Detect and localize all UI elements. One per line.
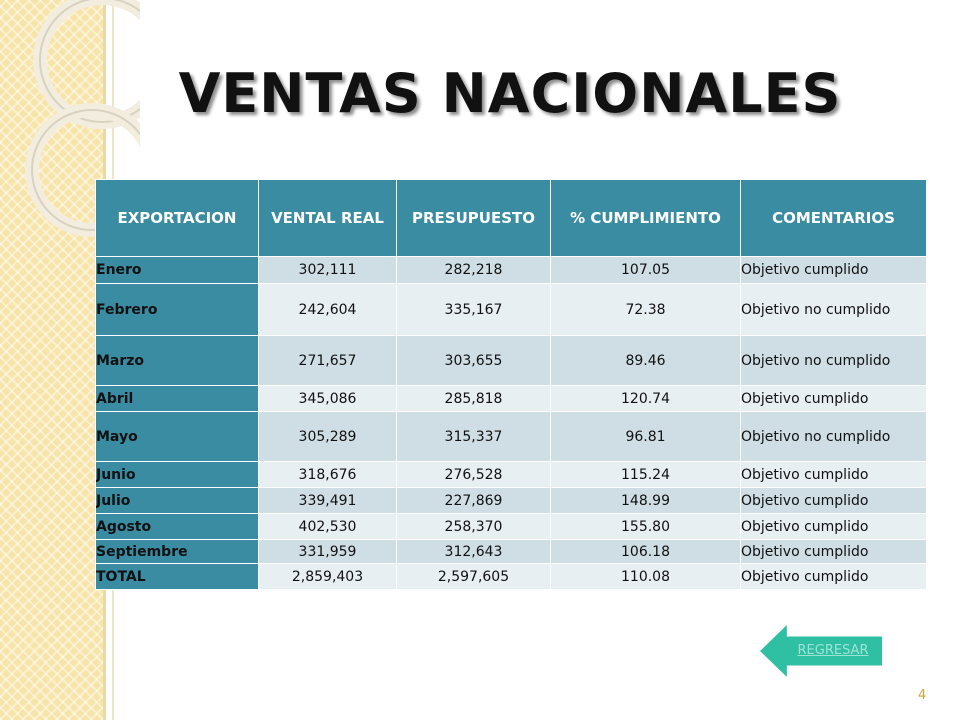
table-row <box>96 284 927 336</box>
comment-cell: Objetivo no cumplido <box>741 412 927 462</box>
compliance-cell: 155.80 <box>551 514 741 540</box>
budget-cell: 312,643 <box>397 540 551 564</box>
comment-cell: Objetivo no cumplido <box>741 336 927 386</box>
real-sales-cell: 331,959 <box>259 540 397 564</box>
budget-cell: 335,167 <box>397 284 551 336</box>
month-cell: Julio <box>96 488 259 514</box>
back-button-label[interactable]: REGRESAR <box>785 640 881 662</box>
month-cell: Mayo <box>96 412 259 462</box>
compliance-cell: 106.18 <box>551 540 741 564</box>
real-sales-cell: 345,086 <box>259 386 397 412</box>
compliance-cell: 110.08 <box>551 564 741 590</box>
compliance-cell: 148.99 <box>551 488 741 514</box>
budget-cell: 227,869 <box>397 488 551 514</box>
column-header-comentarios: COMENTARIOS <box>741 180 927 257</box>
compliance-cell: 72.38 <box>551 284 741 336</box>
budget-cell: 285,818 <box>397 386 551 412</box>
month-cell: Junio <box>96 462 259 488</box>
table-row <box>96 540 927 564</box>
compliance-cell: 115.24 <box>551 462 741 488</box>
compliance-cell: 89.46 <box>551 336 741 386</box>
real-sales-cell: 2,859,403 <box>259 564 397 590</box>
budget-cell: 276,528 <box>397 462 551 488</box>
compliance-cell: 96.81 <box>551 412 741 462</box>
month-cell: Abril <box>96 386 259 412</box>
real-sales-cell: 271,657 <box>259 336 397 386</box>
budget-cell: 303,655 <box>397 336 551 386</box>
table-row <box>96 412 927 462</box>
table-row <box>96 514 927 540</box>
table-row <box>96 336 927 386</box>
real-sales-cell: 305,289 <box>259 412 397 462</box>
page-title: VENTAS NACIONALES <box>178 62 842 125</box>
month-cell: TOTAL <box>96 564 259 590</box>
comment-cell: Objetivo cumplido <box>741 257 927 284</box>
real-sales-cell: 242,604 <box>259 284 397 336</box>
budget-cell: 282,218 <box>397 257 551 284</box>
compliance-cell: 120.74 <box>551 386 741 412</box>
real-sales-cell: 318,676 <box>259 462 397 488</box>
table-header-row <box>96 180 927 257</box>
budget-cell: 258,370 <box>397 514 551 540</box>
table-row <box>96 257 927 284</box>
comment-cell: Objetivo cumplido <box>741 514 927 540</box>
comment-cell: Objetivo cumplido <box>741 488 927 514</box>
column-header-venta-real: VENTAL REAL <box>259 180 397 257</box>
month-cell: Marzo <box>96 336 259 386</box>
comment-cell: Objetivo cumplido <box>741 540 927 564</box>
comment-cell: Objetivo cumplido <box>741 462 927 488</box>
column-header-cumplimiento: % CUMPLIMIENTO <box>551 180 741 257</box>
sales-table <box>95 179 927 590</box>
table-row-total <box>96 564 927 590</box>
month-cell: Agosto <box>96 514 259 540</box>
budget-cell: 315,337 <box>397 412 551 462</box>
comment-cell: Objetivo no cumplido <box>741 284 927 336</box>
month-cell: Enero <box>96 257 259 284</box>
budget-cell: 2,597,605 <box>397 564 551 590</box>
comment-cell: Objetivo cumplido <box>741 386 927 412</box>
month-cell: Septiembre <box>96 540 259 564</box>
comment-cell: Objetivo cumplido <box>741 564 927 590</box>
column-header-exportacion: EXPORTACION <box>96 180 259 257</box>
month-cell: Febrero <box>96 284 259 336</box>
page-number: 4 <box>918 688 927 703</box>
column-header-presupuesto: PRESUPUESTO <box>397 180 551 257</box>
compliance-cell: 107.05 <box>551 257 741 284</box>
real-sales-cell: 302,111 <box>259 257 397 284</box>
table-row <box>96 462 927 488</box>
table-row <box>96 386 927 412</box>
real-sales-cell: 339,491 <box>259 488 397 514</box>
table-row <box>96 488 927 514</box>
real-sales-cell: 402,530 <box>259 514 397 540</box>
